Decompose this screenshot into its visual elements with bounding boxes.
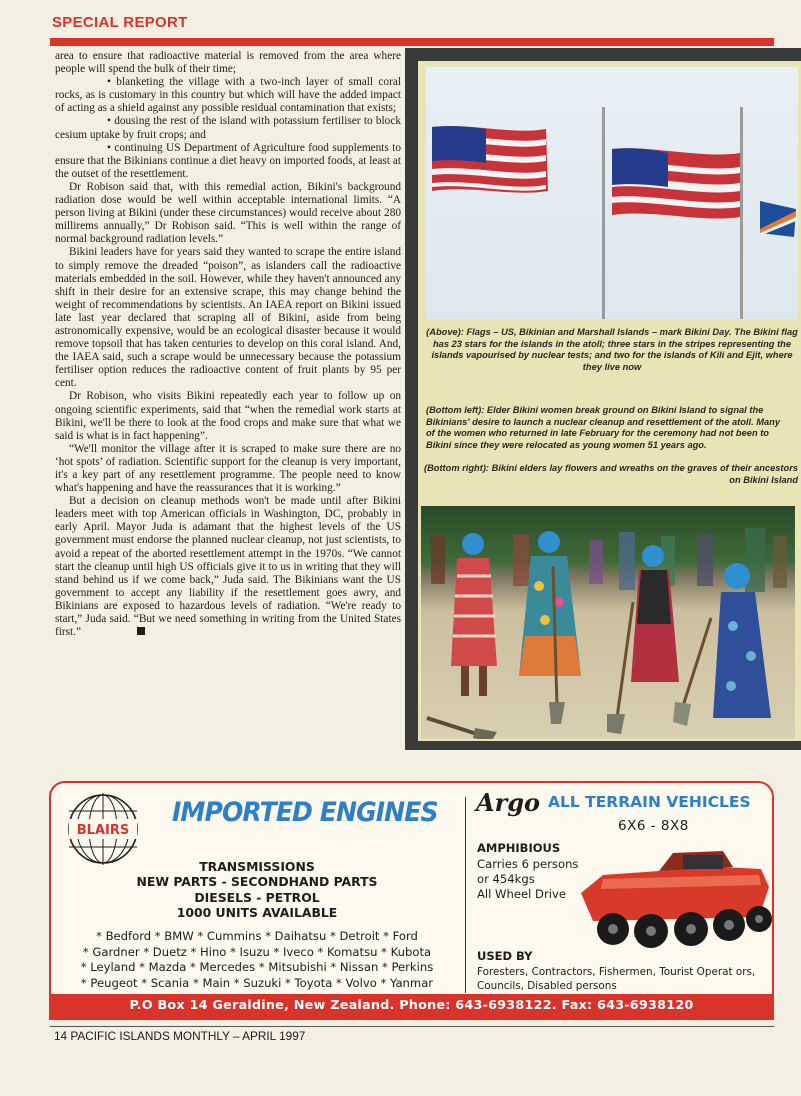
brand-list <box>51 929 463 991</box>
brand-line: * Peugeot * Scania * Main * Suzuki * Toyota * Volvo * Yanmar <box>80 975 434 990</box>
caption-bottom-right: (Bottom right): Bikini elders lay flowers and wreaths on the graves of their ancestors on Bikini Island <box>423 463 798 485</box>
end-mark <box>137 627 145 635</box>
women-ground-breaking-photo <box>421 506 795 739</box>
imported-engines-title: IMPORTED ENGINES <box>172 797 438 828</box>
article-paragraph: Dr Robison said that, with this remedial action, Bikini's background radiation dose would be well within acceptable international limits. “A person living at Bikini (under these circumstances) would receive about 280 millirems annually,” Dr Robison said. “This is well within the range of normal background radiation levels.” <box>55 180 401 246</box>
used-by-heading: USED BY <box>477 949 533 963</box>
argo-config: 6X6 - 8X8 <box>618 818 689 834</box>
ad-contact-bar: P.O Box 14 Geraldine, New Zealand. Phone: 643-6938122. Fax: 643-6938120 <box>51 994 772 1018</box>
amphibious-detail-line: or 454kgs <box>477 872 535 886</box>
used-by-line: Councils, Disabled persons <box>477 980 617 992</box>
photo-panel-inner <box>418 61 801 741</box>
svg-text:BLAIRS: BLAIRS <box>76 823 130 838</box>
footer-rule <box>50 1026 774 1027</box>
photo-panel <box>405 48 801 750</box>
used-by-list <box>477 965 755 993</box>
argo-logo: Argo <box>476 788 541 817</box>
imported-engines-advertisement <box>49 781 774 1020</box>
article-column <box>55 50 401 639</box>
header-rule <box>50 38 774 46</box>
amphibious-details <box>477 857 578 902</box>
article-paragraph: area to ensure that radioactive material is removed from the area where people will spend the bulk of their time; <box>55 50 401 76</box>
engine-offer-lines <box>51 859 463 920</box>
brand-line: * Bedford * BMW * Cummins * Daihatsu * Detroit * Ford <box>96 929 418 943</box>
engine-offer-line: NEW PARTS - SECONDHAND PARTS <box>136 874 378 890</box>
women-illustration <box>421 506 795 739</box>
amphibious-detail-line: All Wheel Drive <box>477 887 566 901</box>
section-header: SPECIAL REPORT <box>52 14 188 31</box>
argo-vehicle-image <box>573 839 773 961</box>
article-paragraph: “We'll monitor the village after it is scraped to make sure there are no ‘hot spots’ of radiation. Scientific support for the cleanup is very important, it's a key part of any resettlement programme. The people need to know what's happening and have the reassurances that it is working.” <box>55 442 401 495</box>
amphibious-heading: AMPHIBIOUS <box>477 841 561 855</box>
engine-offer-line: 1000 UNITS AVAILABLE <box>176 904 338 920</box>
flags-illustration <box>426 67 798 319</box>
brand-line: * Leyland * Mazda * Mercedes * Mitsubishi * Nissan * Perkins <box>80 960 434 974</box>
flags-photo <box>426 67 798 319</box>
engine-offer-line: DIESELS - PETROL <box>194 889 320 905</box>
article-paragraph: But a decision on cleanup methods won't be made until after Bikini leaders meet with top American officials in Washington, DC, probably in early April. Mayor Juda is adamant that the highest levels of the US government must endorse the planned nuclear cleanup, not just scientists, to avoid a repeat of the aborted resettlement attempt in the 1970s. “We cannot start the cleanup until high US officials give it to us in writing that they will stand behind us if we come back,” Juda said. The Bikinians want the US government to accept any liability if the resettlement goes awry, and Bikinians are exposed to hazardous levels of radiation. “We're ready to start,” Juda said. “But we need something in writing from the United States first.” <box>55 495 401 639</box>
used-by-line: Foresters, Contractors, Fishermen, Tourist Operat ors, <box>477 966 756 978</box>
page-footer: 14 PACIFIC ISLANDS MONTHLY – APRIL 1997 <box>54 1029 306 1043</box>
blairs-globe-logo <box>65 791 141 867</box>
caption-above: (Above): Flags – US, Bikinian and Marshall Islands – mark Bikini Day. The Bikini flag has 23 stars for the islands in the atoll; three stars in the stripes representing the islands vapourised by nuclear tests; and two for the islands of Kili and Ejit, where they live now <box>426 327 798 372</box>
caption-bottom-left: (Bottom left): Elder Bikini women break ground on Bikini Island to signal the Bikinians' desire to launch a nuclear cleanup and resettlement of the atoll. Many of the women who returned in late February for the ceremony had not been to Bikini since they were relocated as young women 51 years ago. <box>426 405 781 450</box>
article-paragraph: Bikini leaders have for years said they wanted to scrape the entire island to simply remove the dreaded “poison”, as islanders call the radioactive materials embedded in the soil. However, while they haven't announced any shift in their desire for an extensive scrape, this may change behind the weight of recommendations by scientists. An IAEA report on Bikini issued late last year declared that scraping all of Bikini, aside from being astronomically expensive, would be an ecological disaster because it would remove topsoil that has taken centuries to develop on this coral island. And, the IAEA said, such a scrape would be unnecessary because the potassium fertiliser option reduces the radioactive content of fruit plants by 95 per cent. <box>55 246 401 390</box>
brand-line: * Gardner * Duetz * Hino * Isuzu * Iveco * Komatsu * Kubota <box>82 944 432 959</box>
article-paragraph: • dousing the rest of the island with potassium fertiliser to block cesium uptake by fruit crops; and <box>55 115 401 141</box>
article-paragraph: • continuing US Department of Agriculture food supplements to ensure that the Bikinians continue a diet heavy on imported foods, at least at the outset of the resettlement. <box>55 141 401 180</box>
argo-title: ALL TERRAIN VEHICLES <box>548 793 751 811</box>
article-paragraph: Dr Robison, who visits Bikini repeatedly each year to follow up on ongoing scientific experiments, said that “when the remedial work starts at Bikini, we'll be there to look at the food crops and make sure that what we said is what is in fact happening”. <box>55 390 401 442</box>
ad-divider <box>465 797 466 993</box>
amphibious-detail-line: Carries 6 persons <box>477 857 579 871</box>
engine-offer-line: TRANSMISSIONS <box>199 859 315 874</box>
article-paragraph: • blanketing the village with a two-inch layer of small coral rocks, as is customary in this country but which will have the added impact of acting as a shield against any possible residual contamination that exists; <box>55 76 401 115</box>
